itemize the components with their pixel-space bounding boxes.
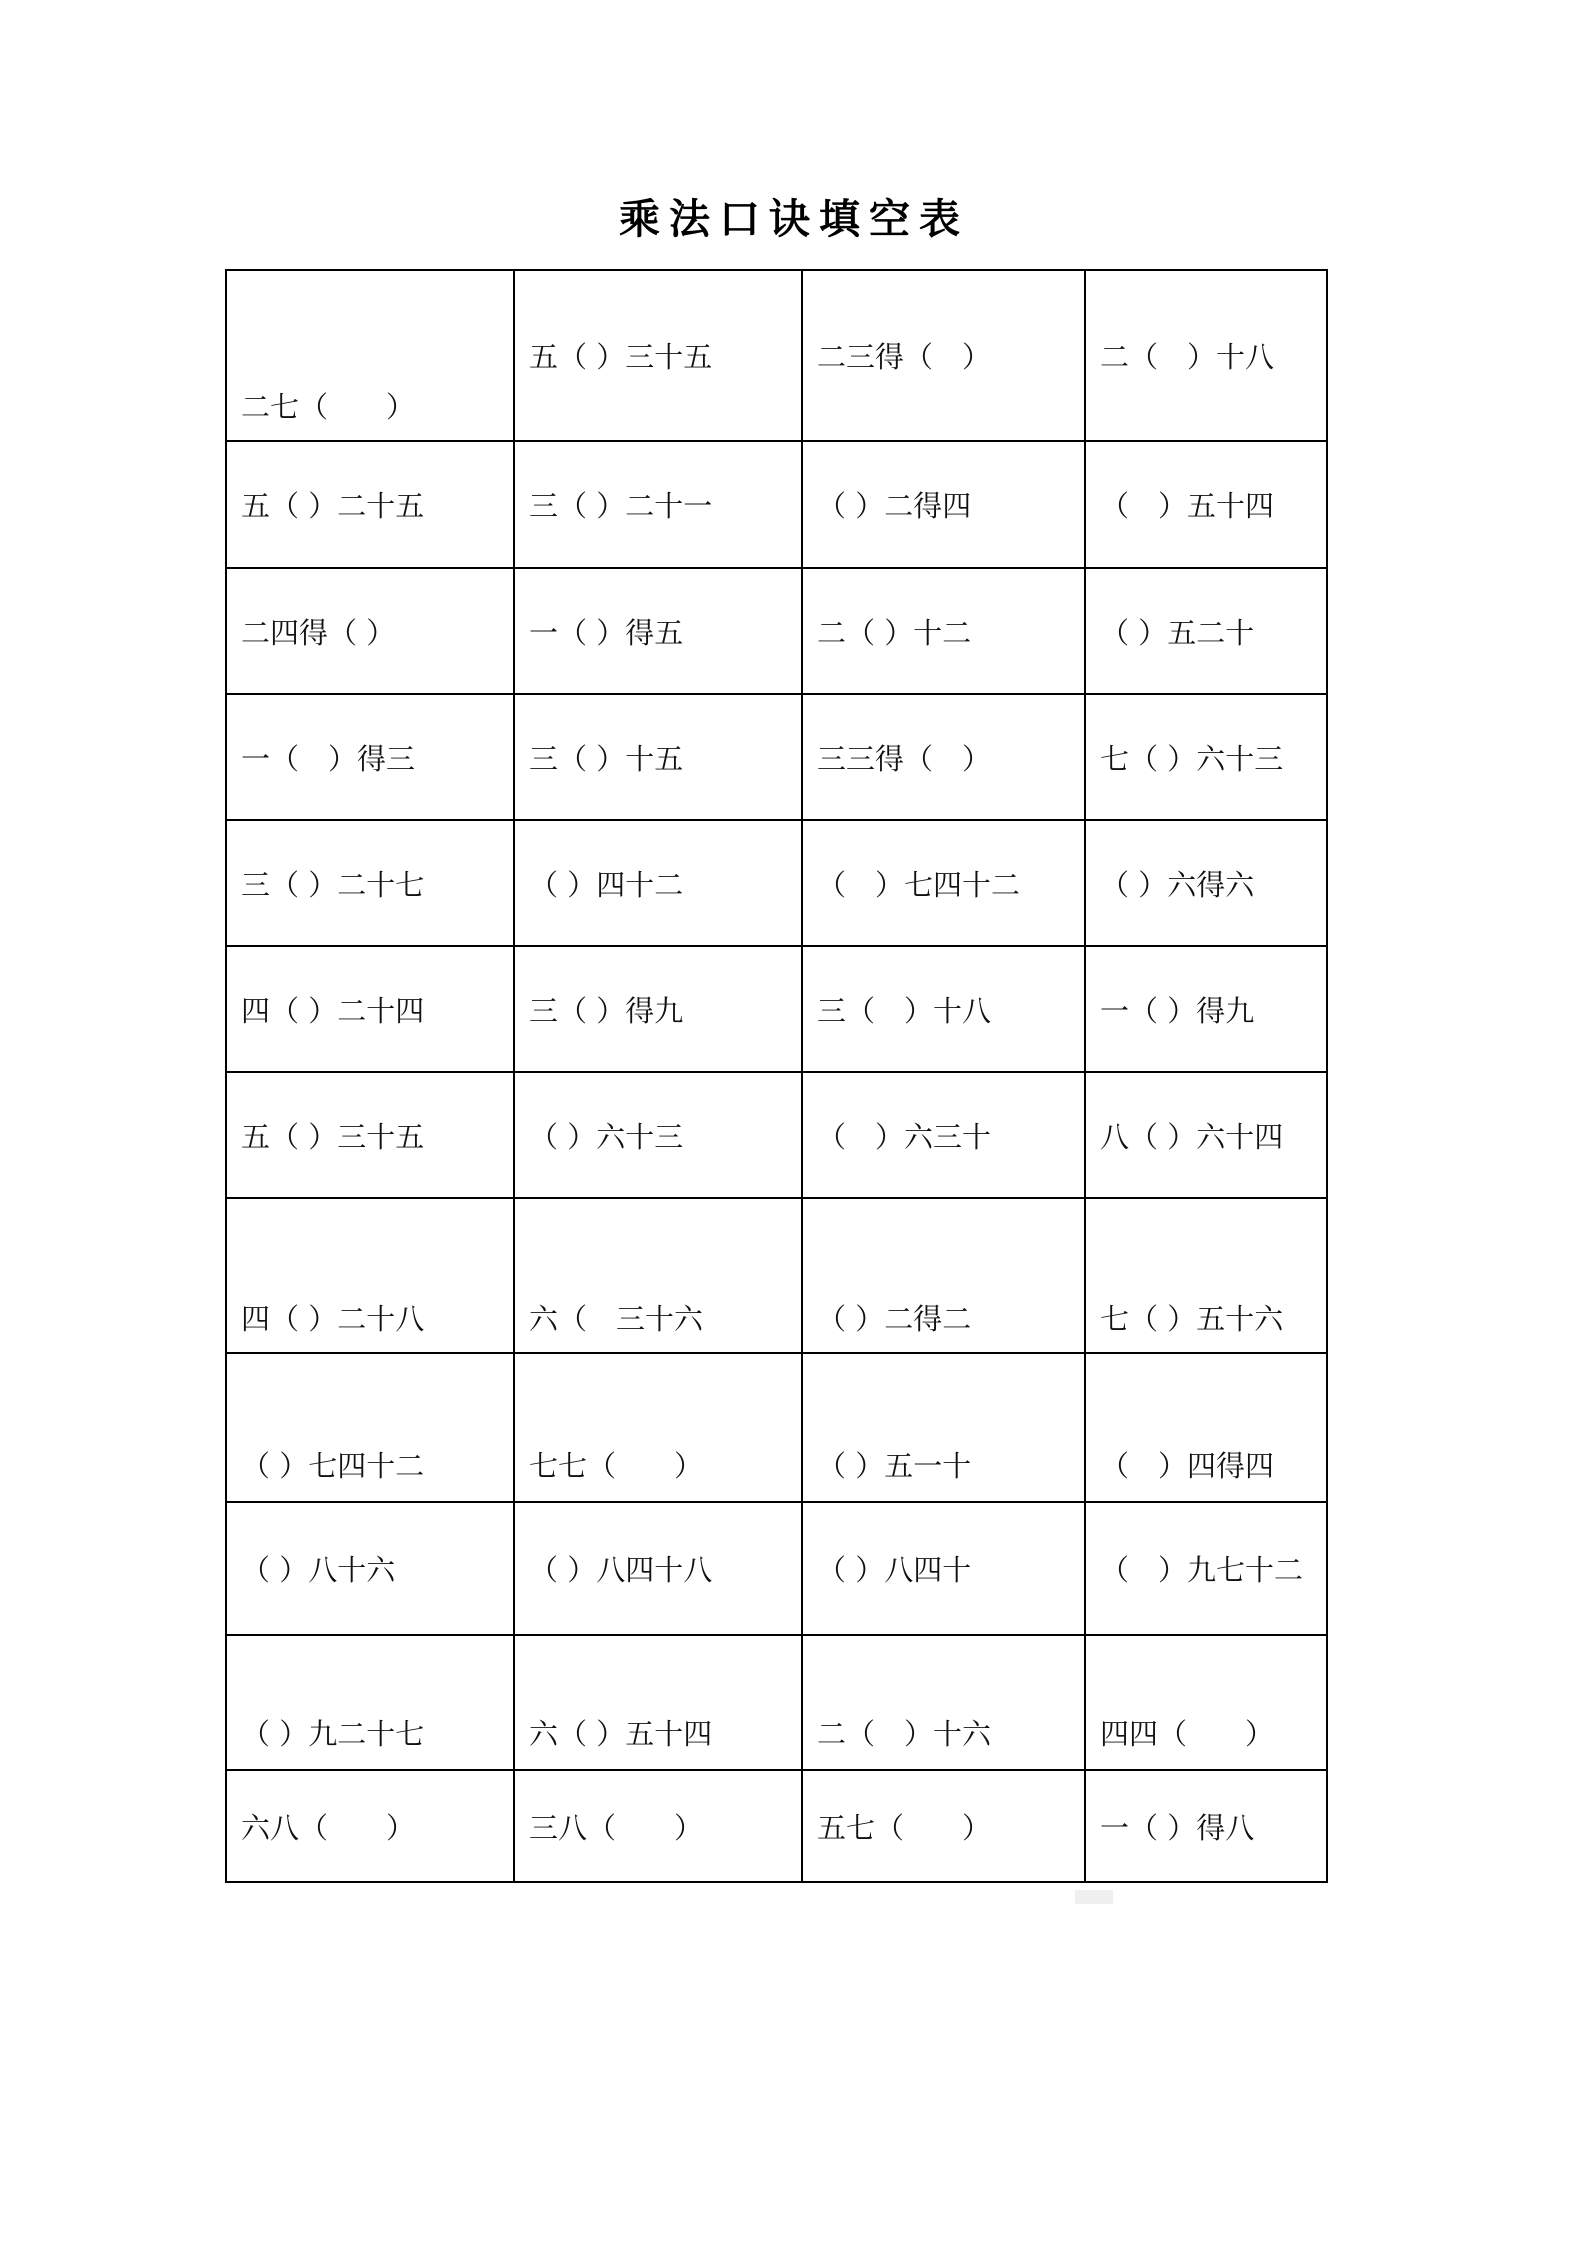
table-row [226, 820, 1327, 946]
multiplication-fill-in-table [225, 269, 1328, 1883]
table-cell[interactable]: 二三得（ ） [802, 270, 1085, 441]
table-cell[interactable]: （ ）八十六 [226, 1502, 514, 1635]
page-title: 乘法口诀填空表 [619, 195, 969, 243]
table-cell[interactable]: 四（ ）二十四 [226, 946, 514, 1072]
table-cell[interactable]: 二四得（ ） [226, 568, 514, 694]
table-cell[interactable]: 三（ ）二十一 [514, 441, 802, 568]
table-cell[interactable]: （ ）五二十 [1085, 568, 1327, 694]
table-row [226, 1770, 1327, 1882]
table-cell[interactable]: 一（ ）得三 [226, 694, 514, 820]
table-cell[interactable]: 六（ 三十六 [514, 1198, 802, 1353]
table-cell[interactable]: 八（ ）六十四 [1085, 1072, 1327, 1198]
table-cell[interactable]: 七（ ）五十六 [1085, 1198, 1327, 1353]
table-row [226, 1353, 1327, 1502]
table-cell[interactable]: （ ）六得六 [1085, 820, 1327, 946]
table-cell[interactable]: （ ）七四十二 [226, 1353, 514, 1502]
table-cell[interactable]: 六八（ ） [226, 1770, 514, 1882]
table-cell[interactable]: 二（ ）十六 [802, 1635, 1085, 1770]
table-cell[interactable]: 五七（ ） [802, 1770, 1085, 1882]
table-cell[interactable]: 二（ ）十二 [802, 568, 1085, 694]
table-row [226, 946, 1327, 1072]
table-cell[interactable]: （ ）六十三 [514, 1072, 802, 1198]
table-cell[interactable]: 四四（ ） [1085, 1635, 1327, 1770]
table-cell[interactable]: （ ）四十二 [514, 820, 802, 946]
table-cell[interactable]: 七七（ ） [514, 1353, 802, 1502]
table-cell[interactable]: （ ）七四十二 [802, 820, 1085, 946]
table-row [226, 1635, 1327, 1770]
table-cell[interactable]: （ ）六三十 [802, 1072, 1085, 1198]
table-row [226, 1198, 1327, 1353]
table-cell[interactable]: （ ）五一十 [802, 1353, 1085, 1502]
table-row [226, 694, 1327, 820]
table-cell[interactable]: 五（ ）二十五 [226, 441, 514, 568]
table-cell[interactable]: 七（ ）六十三 [1085, 694, 1327, 820]
table-cell[interactable]: 四（ ）二十八 [226, 1198, 514, 1353]
table-cell[interactable]: 五（ ）三十五 [226, 1072, 514, 1198]
multiplication-table-wrapper [225, 269, 1326, 1883]
table-cell[interactable]: 三八（ ） [514, 1770, 802, 1882]
table-row [226, 1072, 1327, 1198]
scan-artifact [1075, 1890, 1113, 1904]
table-row [226, 441, 1327, 568]
table-cell[interactable]: 一（ ）得九 [1085, 946, 1327, 1072]
table-cell[interactable]: 三（ ）十五 [514, 694, 802, 820]
table-cell[interactable]: 三（ ）二十七 [226, 820, 514, 946]
table-cell[interactable]: 三（ ）得九 [514, 946, 802, 1072]
table-cell[interactable]: 二（ ）十八 [1085, 270, 1327, 441]
table-cell[interactable]: （ ）五十四 [1085, 441, 1327, 568]
table-cell[interactable]: 二七（ ） [226, 270, 514, 441]
table-cell[interactable]: 三（ ）十八 [802, 946, 1085, 1072]
table-cell[interactable]: 三三得（ ） [802, 694, 1085, 820]
table-cell[interactable]: （ ）八四十八 [514, 1502, 802, 1635]
table-row [226, 270, 1327, 441]
table-row [226, 1502, 1327, 1635]
table-cell[interactable]: 五（ ）三十五 [514, 270, 802, 441]
table-cell[interactable]: （ ）九二十七 [226, 1635, 514, 1770]
table-cell[interactable]: （ ）二得四 [802, 441, 1085, 568]
table-cell[interactable]: （ ）八四十 [802, 1502, 1085, 1635]
table-cell[interactable]: （ ）九七十二 [1085, 1502, 1327, 1635]
table-cell[interactable]: （ ）四得四 [1085, 1353, 1327, 1502]
table-row [226, 568, 1327, 694]
table-cell[interactable]: 六（ ）五十四 [514, 1635, 802, 1770]
table-cell[interactable]: 一（ ）得八 [1085, 1770, 1327, 1882]
table-cell[interactable]: （ ）二得二 [802, 1198, 1085, 1353]
table-cell[interactable]: 一（ ）得五 [514, 568, 802, 694]
